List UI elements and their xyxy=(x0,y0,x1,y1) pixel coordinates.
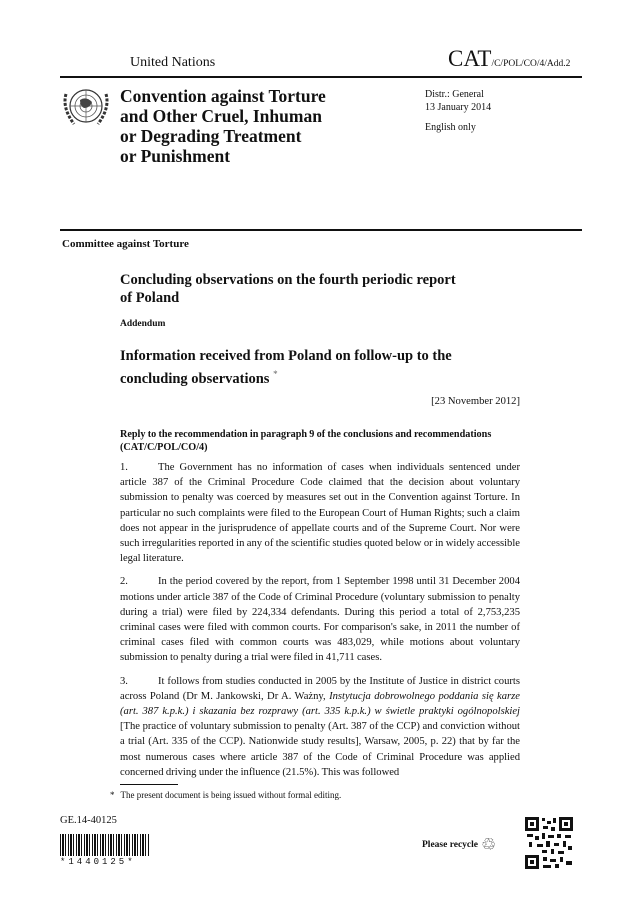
cited-title: Instytucja dobrowolnego poddania się karze (art. 387 k.p.k.) i skazania bez rozprawy (art. 335 k.p.k.) w świetle praktyki ogólnopolskiej xyxy=(120,690,520,718)
doc-title-line: of Poland xyxy=(120,290,180,306)
page-flow xyxy=(0,428,640,878)
paragraph-number: 1. xyxy=(120,462,128,473)
paragraph-text: The Government has no information of cases when individuals sentenced under article 387 of the Criminal Procedure Code claimed that the decision about voluntary submission to penalty was coerced by measures set out in the Convention against Torture. In particular no such complaints were filed to the European Court of Human Rights; such a claim does not appear in the jurisprudence of appellate courts and of the Supreme Court. Nor were such irregularities reported in any of the scientific studies quoted below or in widely accessible legal literature. xyxy=(120,462,520,565)
org-name: United Nations xyxy=(130,55,216,70)
job-number: GE.14-40125 xyxy=(60,815,117,827)
info-title xyxy=(120,347,452,388)
paragraph-3 xyxy=(120,674,520,780)
title-line: or Degrading Treatment xyxy=(120,126,302,146)
recycle-icon: ♲ xyxy=(481,835,497,855)
footnote xyxy=(110,790,341,800)
un-emblem-icon xyxy=(60,82,112,132)
footer xyxy=(0,812,640,878)
received-date: [23 November 2012] xyxy=(431,396,520,407)
main-body xyxy=(120,428,520,780)
body-wrap xyxy=(0,428,640,784)
document-title xyxy=(120,271,456,307)
symbol-main: CAT xyxy=(448,46,492,71)
barcode xyxy=(60,834,150,856)
distribution-info xyxy=(425,88,491,134)
paragraph-text: [The practice of voluntary submission to penalty (Art. 387 of the CCP) and conviction without a trial (Art. 335 of the CCP). Nationwide study results], Warsaw, 2005, p. 22) that by far the most numerous cases where article 387 of the Code of Criminal Procedure was applied concerned driving under the influence (21.5%). This was followed xyxy=(120,721,520,778)
paragraph-number: 3. xyxy=(120,675,128,687)
header-rule xyxy=(60,76,582,78)
footnote-text: The present document is being issued without formal editing. xyxy=(120,790,342,801)
footnote-marker: * xyxy=(110,790,115,801)
recycle-text: Please recycle xyxy=(422,840,478,851)
committee-name: Committee against Torture xyxy=(62,238,189,250)
paragraph-2 xyxy=(120,574,520,665)
title-line: Convention against Torture xyxy=(120,86,326,106)
info-title-line: Information received from Poland on follow-up to the xyxy=(120,348,452,364)
footnote-section xyxy=(0,784,640,806)
barcode-text: *1440125* xyxy=(60,857,136,868)
convention-title xyxy=(120,86,326,166)
section-heading: Reply to the recommendation in paragraph 9 of the conclusions and recommendations (CAT/C/POL/CO/4) xyxy=(120,429,492,453)
paragraph-number: 2. xyxy=(120,576,128,588)
recycle-notice xyxy=(422,835,496,855)
title-rule xyxy=(60,229,582,231)
info-title-line: concluding observations xyxy=(120,370,270,387)
addendum-label: Addendum xyxy=(120,319,166,329)
footnote-rule xyxy=(120,784,178,785)
title-line: and Other Cruel, Inhuman xyxy=(120,106,322,126)
paragraph-1 xyxy=(120,460,520,566)
footnote-marker: * xyxy=(273,369,278,379)
language: English only xyxy=(425,122,476,133)
title-line: or Punishment xyxy=(120,146,231,166)
qr-code xyxy=(525,817,573,869)
distr: Distr.: General xyxy=(425,89,484,100)
paragraph-text: It follows from studies conducted in 2005 by the Institute of Justice in district courts across Poland (Dr M. Jankowski, Dr A. Ważny, xyxy=(120,675,520,702)
paragraph-text: In the period covered by the report, from 1 September 1998 until 31 December 2004 motions under article 387 of the Code of Criminal Procedure (voluntary submission to penalty during a trial) were filed by 224,334 defendants. During this period a total of 2,753,235 criminal cases were filed with common courts. For comparison's sake, in 2011 the number of criminal cases filed with common courts was 483,029, while motions about voluntary submission to penalty during a trial were filed in 41,711 cases. xyxy=(120,576,520,664)
doc-title-line: Concluding observations on the fourth periodic report xyxy=(120,272,456,288)
issue-date: 13 January 2014 xyxy=(425,102,492,113)
document-symbol xyxy=(448,46,570,72)
symbol-suffix: /C/POL/CO/4/Add.2 xyxy=(491,59,571,69)
